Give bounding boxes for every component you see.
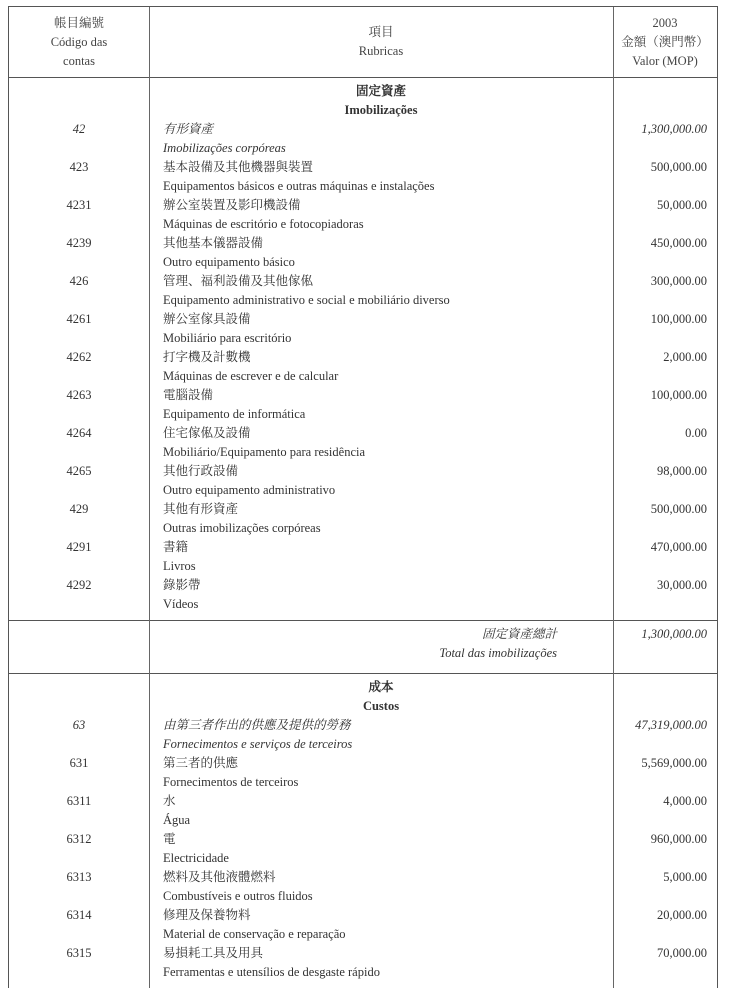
table-row [9, 716, 717, 735]
section [9, 78, 717, 621]
table-row [9, 272, 717, 291]
table-row [9, 424, 717, 443]
account-code: 4262 [66, 350, 92, 364]
amount: 1,300,000.00 [641, 627, 707, 641]
amount: 30,000.00 [657, 578, 707, 592]
table-row [9, 196, 717, 215]
rubric: 易損耗工具及用具 [163, 946, 264, 960]
amount [613, 811, 717, 830]
item-header-pt: Rubricas [358, 44, 404, 58]
section-title: 固定資產 [355, 84, 406, 98]
account-code: 631 [69, 756, 89, 770]
table-row [9, 830, 717, 849]
rubric: 有形資產 [163, 122, 214, 136]
amount [613, 481, 717, 500]
table-header [9, 7, 717, 78]
amount: 100,000.00 [650, 312, 707, 326]
amount: 4,000.00 [663, 794, 707, 808]
amount: 98,000.00 [657, 464, 707, 478]
amount: 960,000.00 [650, 832, 707, 846]
amount: 1,300,000.00 [641, 122, 707, 136]
table-row [9, 120, 717, 139]
rubric: Ferramentas e utensílios de desgaste rápido [163, 965, 380, 979]
section-title: Imobilizações [344, 103, 418, 117]
rubric: 打字機及計數機 [163, 350, 251, 364]
amount: 470,000.00 [650, 540, 707, 554]
amount: 450,000.00 [650, 236, 707, 250]
rubric: 辦公室傢具設備 [163, 312, 251, 326]
value-header-zh: 金額（澳門幣） [621, 34, 709, 49]
code-header-pt2: contas [63, 53, 95, 68]
amount [613, 595, 717, 614]
account-code: 4231 [66, 198, 92, 212]
table-row [9, 234, 717, 253]
account-code: 42 [72, 122, 86, 136]
amount [613, 139, 717, 158]
amount: 300,000.00 [650, 274, 707, 288]
account-code: 4264 [66, 426, 92, 440]
rubric: Fornecimentos e serviços de terceiros [163, 737, 353, 751]
rubric: Mobiliário/Equipamento para residência [163, 445, 366, 459]
amount: 100,000.00 [650, 388, 707, 402]
rubric: 由第三者作出的供應及提供的勞務 [163, 718, 351, 732]
rubric: 其他行政設備 [163, 464, 239, 478]
amount: 500,000.00 [650, 502, 707, 516]
amount [613, 735, 717, 754]
amount [613, 291, 717, 310]
amount [613, 773, 717, 792]
amount: 50,000.00 [657, 198, 707, 212]
rubric: Máquinas de escritório e fotocopiadoras [163, 217, 364, 231]
rubric: Livros [163, 559, 196, 573]
amount [613, 253, 717, 272]
amount: 500,000.00 [650, 160, 707, 174]
amount [613, 443, 717, 462]
account-code [9, 291, 149, 310]
rubric: Outro equipamento administrativo [163, 483, 336, 497]
rubric: 水 [163, 794, 176, 808]
value-header-pt: Valor (MOP) [632, 53, 698, 68]
account-code [9, 139, 149, 158]
table-row [9, 538, 717, 557]
account-code [9, 405, 149, 424]
account-code [9, 625, 149, 644]
rubric: Equipamento administrativo e social e mobiliário diverso [163, 293, 450, 307]
account-code [9, 557, 149, 576]
amount: 20,000.00 [657, 908, 707, 922]
amount: 47,319,000.00 [635, 718, 707, 732]
rubric: Máquinas de escrever e de calcular [163, 369, 339, 383]
rubric: Combustíveis e outros fluidos [163, 889, 313, 903]
amount [613, 557, 717, 576]
account-code [9, 595, 149, 614]
account-code [9, 773, 149, 792]
section-title: Custos [362, 699, 400, 713]
account-code [9, 215, 149, 234]
account-code [9, 925, 149, 944]
table-row [9, 906, 717, 925]
table-row [9, 158, 717, 177]
amount: 2,000.00 [663, 350, 707, 364]
rubric: 基本設備及其他機器與裝置 [163, 160, 314, 174]
rubric: 錄影帶 [163, 578, 201, 592]
rubric: Outro equipamento básico [163, 255, 295, 269]
rubric: 辦公室裝置及影印機設備 [163, 198, 301, 212]
amount: 5,000.00 [663, 870, 707, 884]
account-code [9, 887, 149, 906]
amount: 5,569,000.00 [641, 756, 707, 770]
account-code: 426 [69, 274, 89, 288]
amount [613, 367, 717, 386]
amount [613, 849, 717, 868]
account-code: 6312 [66, 832, 92, 846]
amount [613, 887, 717, 906]
account-code: 4261 [66, 312, 92, 326]
rubric: Vídeos [163, 597, 199, 611]
table-row [9, 386, 717, 405]
account-code [9, 367, 149, 386]
table-row [9, 868, 717, 887]
account-code: 63 [72, 718, 86, 732]
amount [613, 177, 717, 196]
amount [613, 519, 717, 538]
amount: 0.00 [685, 426, 707, 440]
table-row [9, 500, 717, 519]
rubric: Mobiliário para escritório [163, 331, 292, 345]
amount [613, 925, 717, 944]
rubric: Outras imobilizações corpóreas [163, 521, 321, 535]
year-header: 2003 [652, 15, 678, 30]
rubric: Água [163, 813, 191, 827]
account-code [9, 253, 149, 272]
amount [613, 644, 717, 663]
amount [613, 405, 717, 424]
table-row [9, 576, 717, 595]
rubric: 固定資產總計 [481, 627, 557, 641]
rubric: 燃料及其他液體燃料 [163, 870, 276, 884]
rubric: 住宅傢俬及設備 [163, 426, 251, 440]
rubric: 電 [163, 832, 176, 846]
account-code [9, 811, 149, 830]
section-title: 成本 [368, 680, 394, 694]
code-header-zh: 帳目編號 [53, 15, 104, 30]
rubric: 其他基本儀器設備 [163, 236, 264, 250]
account-code: 4292 [66, 578, 92, 592]
rubric: Electricidade [163, 851, 229, 865]
account-code [9, 644, 149, 663]
account-code: 6313 [66, 870, 92, 884]
account-code [9, 329, 149, 348]
account-code: 4291 [66, 540, 92, 554]
account-code: 6311 [66, 794, 92, 808]
rubric: 書籍 [163, 540, 189, 554]
rubric: Equipamento de informática [163, 407, 306, 421]
amount: 70,000.00 [657, 946, 707, 960]
table-row [9, 462, 717, 481]
account-code [9, 519, 149, 538]
account-code: 4265 [66, 464, 92, 478]
budget-table [8, 6, 718, 988]
account-code [9, 963, 149, 982]
rubric: 其他有形資產 [163, 502, 239, 516]
account-code [9, 177, 149, 196]
table-row [9, 310, 717, 329]
account-code: 4239 [66, 236, 92, 250]
section [9, 674, 717, 988]
account-code [9, 735, 149, 754]
account-code: 423 [69, 160, 89, 174]
total-section [9, 621, 717, 674]
rubric: Total das imobilizações [439, 646, 557, 660]
account-code [9, 481, 149, 500]
rubric: Material de conservação e reparação [163, 927, 346, 941]
account-code: 4263 [66, 388, 92, 402]
rubric: 管理、福利設備及其他傢俬 [163, 274, 314, 288]
account-code: 6314 [66, 908, 92, 922]
table-row [9, 792, 717, 811]
code-header-pt: Código das [50, 34, 108, 49]
item-header-zh: 項目 [368, 25, 394, 39]
amount [613, 963, 717, 982]
table-row [9, 944, 717, 963]
table-row [9, 754, 717, 773]
rubric: Equipamentos básicos e outras máquinas e instalações [163, 179, 435, 193]
account-code [9, 849, 149, 868]
rubric: 第三者的供應 [163, 756, 239, 770]
account-code [9, 443, 149, 462]
rubric: Fornecimentos de terceiros [163, 775, 299, 789]
amount [613, 329, 717, 348]
account-code: 6315 [66, 946, 92, 960]
rubric: Imobilizações corpóreas [163, 141, 286, 155]
rubric: 修理及保養物料 [163, 908, 251, 922]
rubric: 電腦設備 [163, 388, 214, 402]
amount [613, 215, 717, 234]
account-code: 429 [69, 502, 89, 516]
table-row [9, 348, 717, 367]
